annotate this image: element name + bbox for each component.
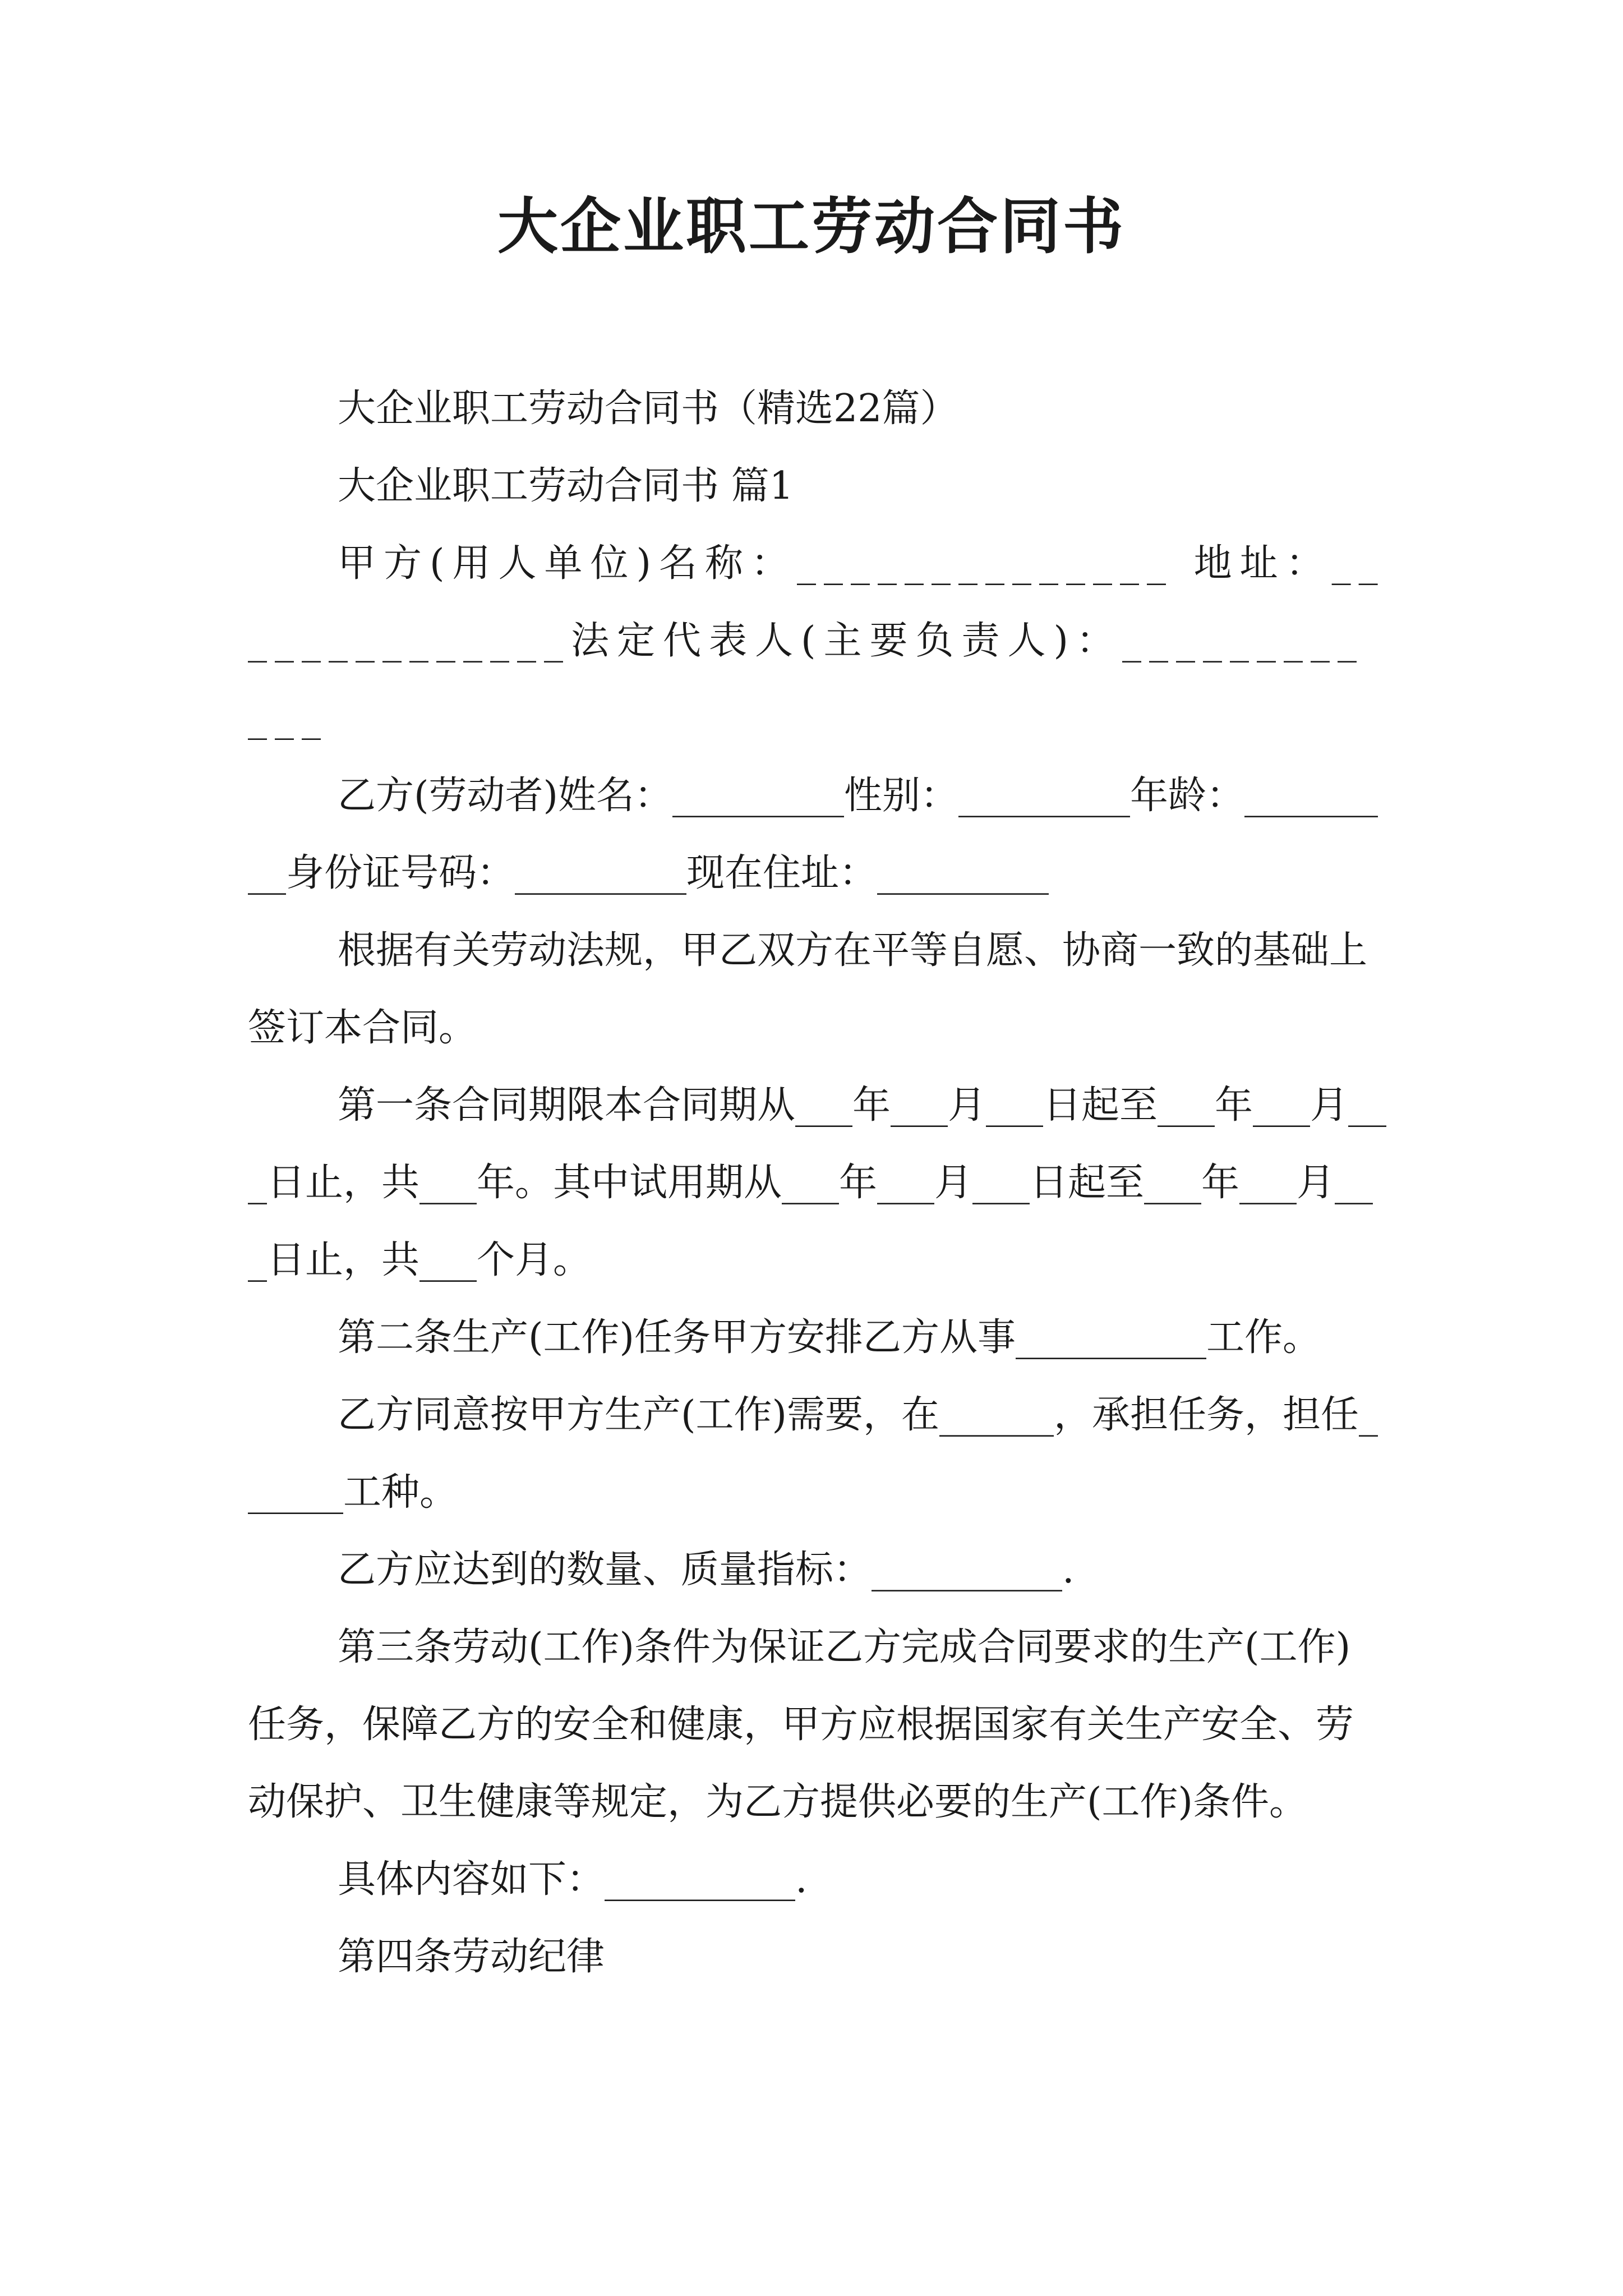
content-paragraph: 具体内容如下：__________. (338, 1857, 808, 1902)
quota-paragraph: 乙方应达到的数量、质量指标：__________. (338, 1548, 1075, 1592)
article-1-paragraph: 第一条合同期限本合同期从___年___月___日起至___年___月___日止，共___年。其中试用期从___年___月___日起至___年___月___日止，共___个月。 (248, 1083, 1387, 1282)
party-a-paragraph: 甲方(用人单位)名称：______________ 地址：______________法定代表人(主要负责人)：____________ (248, 541, 1386, 740)
subtitle-paragraph: 大企业职工劳动合同书（精选22篇） (338, 386, 958, 431)
section-heading: 大企业职工劳动合同书 篇1 (338, 464, 794, 508)
document-title: 大企业职工劳动合同书 (497, 191, 1126, 262)
document-body (248, 370, 1386, 1996)
article-4-heading: 第四条劳动纪律 (338, 1935, 605, 1979)
party-b-paragraph: 乙方(劳动者)姓名：_________性别：_________年龄：_________身份证号码：_________现在住址：_________ (248, 774, 1378, 895)
article-3-paragraph: 第三条劳动(工作)条件为保证乙方完成合同要求的生产(工作)任务，保障乙方的安全和健康，甲方应根据国家有关生产安全、劳动保护、卫生健康等规定，为乙方提供必要的生产(工作)条件。 (248, 1625, 1354, 1824)
preamble-paragraph: 根据有关劳动法规，甲乙双方在平等自愿、协商一致的基础上签订本合同。 (248, 928, 1368, 1050)
article-2-paragraph: 第二条生产(工作)任务甲方安排乙方从事__________工作。 (338, 1315, 1321, 1360)
article-2-detail-paragraph: 乙方同意按甲方生产(工作)需要，在______，承担任务，担任______工种。 (248, 1393, 1378, 1515)
